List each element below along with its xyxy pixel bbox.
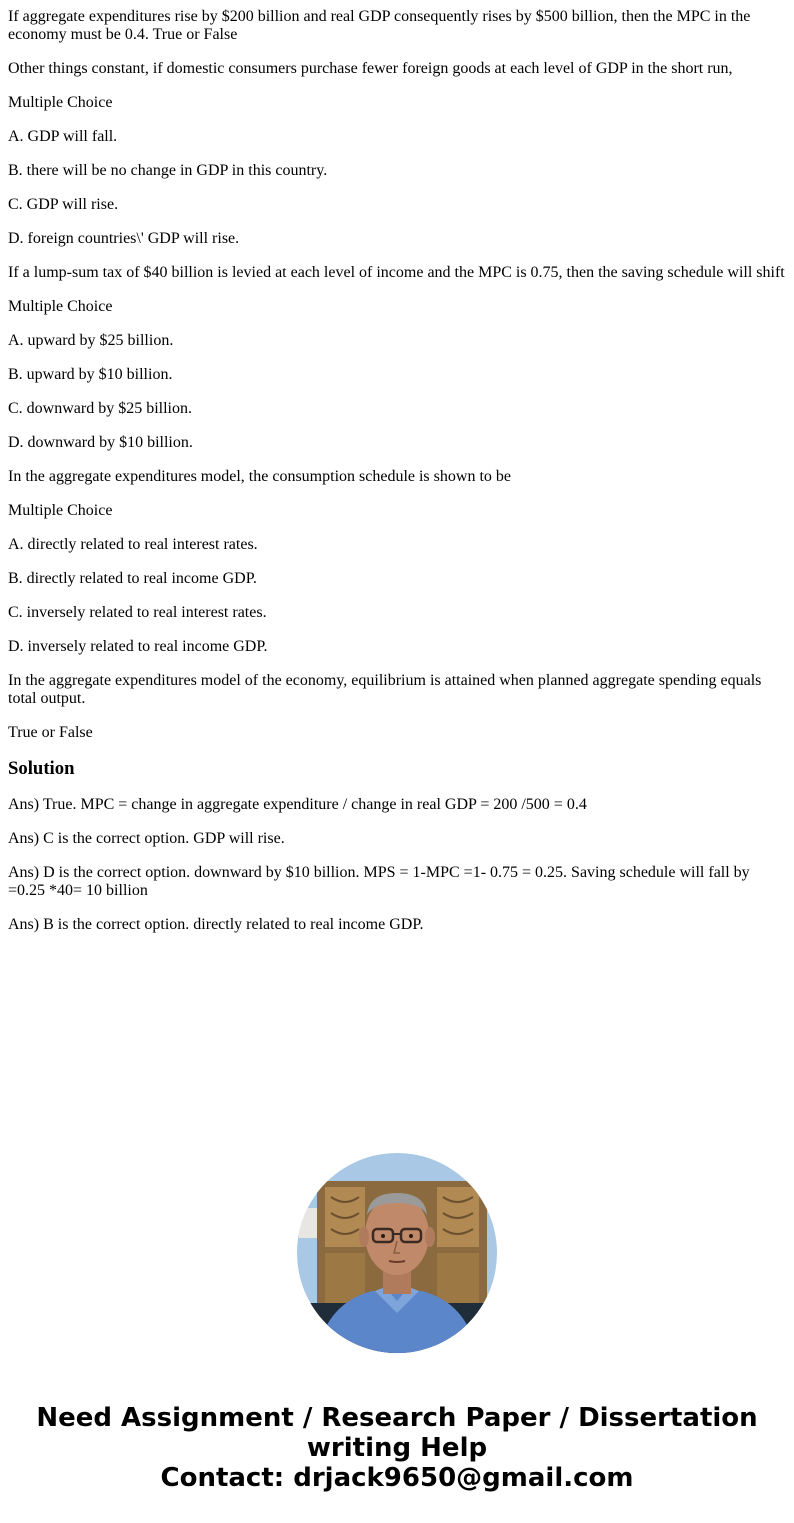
- question-2-type: Multiple Choice: [8, 94, 113, 111]
- solution-answer-4: Ans) B is the correct option. directly related to real income GDP.: [8, 916, 424, 933]
- author-avatar: [297, 1153, 497, 1353]
- question-3-option-c: C. downward by $25 billion.: [8, 400, 192, 417]
- question-5-type: True or False: [8, 724, 93, 741]
- person-photo-icon: [297, 1153, 497, 1353]
- promo-contact: Contact: drjack9650@gmail.com: [160, 1463, 634, 1493]
- question-4-option-c: C. inversely related to real interest rates.: [8, 604, 267, 621]
- question-2-option-b: B. there will be no change in GDP in this country.: [8, 162, 328, 179]
- promo-line-1: Need Assignment / Research Paper / Dissertation: [36, 1403, 758, 1433]
- promo-line-2: writing Help: [306, 1433, 488, 1463]
- question-2-stem: Other things constant, if domestic consumers purchase fewer foreign goods at each level of GDP in the short run,: [8, 60, 733, 77]
- solution-heading: Solution: [8, 758, 75, 779]
- question-2-option-a: A. GDP will fall.: [8, 128, 118, 145]
- solution-answer-2: Ans) C is the correct option. GDP will rise.: [8, 830, 285, 847]
- solution-answer-3: Ans) D is the correct option. downward by $10 billion. MPS = 1-MPC =1- 0.75 = 0.25. Saving schedule will fall by =0.25 *40= 10 billion: [8, 864, 750, 899]
- question-2-option-d: D. foreign countries\' GDP will rise.: [8, 230, 240, 247]
- question-3-option-b: B. upward by $10 billion.: [8, 366, 173, 383]
- question-4-type: Multiple Choice: [8, 502, 113, 519]
- question-1-stem: If aggregate expenditures rise by $200 billion and real GDP consequently rises by $500 billion, then the MPC in the economy must be 0.4. True or False: [8, 8, 751, 43]
- question-4-option-d: D. inversely related to real income GDP.: [8, 638, 268, 655]
- question-4-stem: In the aggregate expenditures model, the consumption schedule is shown to be: [8, 468, 511, 485]
- question-4-option-a: A. directly related to real interest rates.: [8, 536, 258, 553]
- question-4-option-b: B. directly related to real income GDP.: [8, 570, 257, 587]
- promo-banner: [0, 1403, 794, 1493]
- question-5-stem: In the aggregate expenditures model of the economy, equilibrium is attained when planned aggregate spending equals total output.: [8, 672, 762, 707]
- document-body: [8, 0, 788, 950]
- question-3-option-a: A. upward by $25 billion.: [8, 332, 174, 349]
- question-3-option-d: D. downward by $10 billion.: [8, 434, 193, 451]
- question-2-option-c: C. GDP will rise.: [8, 196, 119, 213]
- question-3-type: Multiple Choice: [8, 298, 113, 315]
- question-3-stem: If a lump-sum tax of $40 billion is levied at each level of income and the MPC is 0.75, then the saving schedule will shift: [8, 264, 785, 281]
- solution-answer-1: Ans) True. MPC = change in aggregate expenditure / change in real GDP = 200 /500 = 0.4: [8, 796, 587, 813]
